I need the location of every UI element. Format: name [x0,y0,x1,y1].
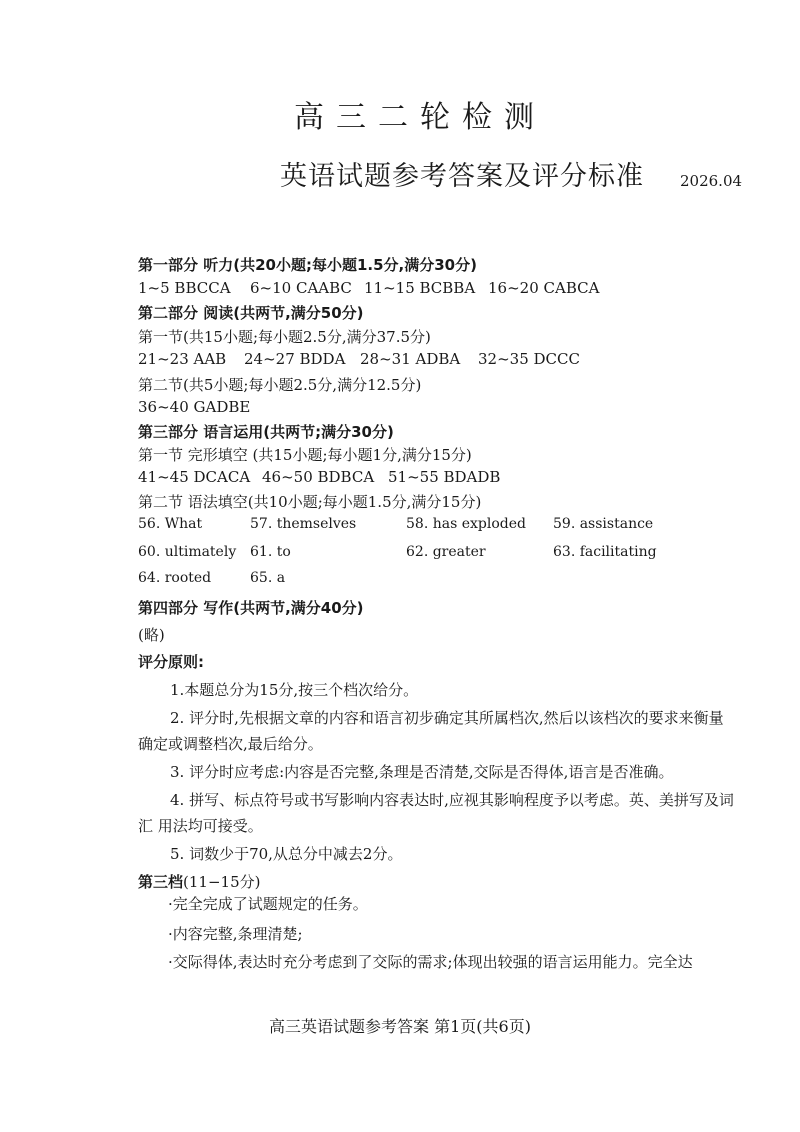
part2-heading: 第二部分 阅读(共两节,满分50分) [138,304,364,322]
principle-item: 4. 拼写、标点符号或书写影响内容表达时,应视其影响程度予以考虑。英、美拼写及词汇 用法均可接受。 [138,791,734,835]
grammar-answer: 60. ultimately [138,544,237,560]
principle-item: 3. 评分时应考虑:内容是否完整,条理是否清楚,交际是否得体,语言是否准确。 [170,763,674,781]
writing-omitted: (略) [138,626,165,644]
grammar-answer: 56. What [138,516,203,532]
grammar-answer: 63. facilitating [553,544,657,560]
answer-group: 21~23 AAB [138,350,227,368]
part4-heading: 第四部分 写作(共两节,满分40分) [138,599,364,617]
principle-item: 2. 评分时,先根据文章的内容和语言初步确定其所属档次,然后以该档次的要求来衡量 确定或调整档次,最后给分。 [138,709,724,753]
grade3-range: (11−15分) [183,873,261,891]
answer-group: 24~27 BDDA [244,350,346,368]
grammar-answer: 61. to [250,544,291,560]
answer-group: 51~55 BDADB [388,468,501,486]
grade3-bullet: ·完全完成了试题规定的任务。 [168,895,368,913]
page-title: 高三二轮检测 [294,100,546,135]
grammar-answer: 65. a [250,570,286,586]
grammar-answer: 58. has exploded [406,516,526,532]
grammar-answer: 62. greater [406,544,486,560]
grade3-bullet: ·交际得体,表达时充分考虑到了交际的需求;体现出较强的语言运用能力。完全达 [168,953,693,971]
page-footer: 高三英语试题参考答案 第1页(共6页) [269,1017,531,1036]
answer-group: 28~31 ADBA [360,350,461,368]
part3-heading: 第三部分 语言运用(共两节;满分30分) [138,423,394,441]
part1-heading: 第一部分 听力(共20小题;每小题1.5分,满分30分) [138,256,477,274]
grade3-heading [138,871,260,892]
principles-heading: 评分原则: [138,653,204,671]
grammar-answer: 57. themselves [250,516,357,532]
part2-section2-heading: 第二节(共5小题;每小题2.5分,满分12.5分) [138,376,422,394]
answer-group: 1~5 BBCCA [138,279,231,297]
part3-section2-heading: 第二节 语法填空(共10小题;每小题1.5分,满分15分) [138,493,482,511]
grade3-label: 第三档 [138,873,184,891]
part2-section1-heading: 第一节(共15小题;每小题2.5分,满分37.5分) [138,328,431,346]
principle-item: 5. 词数少于70,从总分中减去2分。 [170,845,403,863]
exam-date: 2026.04 [680,172,743,190]
grammar-answer: 59. assistance [553,516,654,532]
grammar-answer: 64. rooted [138,570,212,586]
grade3-bullet: ·内容完整,条理清楚; [168,925,303,943]
part2-section2-answers: 36~40 GADBE [138,398,251,416]
answer-group: 16~20 CABCA [488,279,600,297]
answer-group: 11~15 BCBBA [364,279,476,297]
answer-group: 32~35 DCCC [478,350,580,368]
part3-section1-heading: 第一节 完形填空 (共15小题;每小题1分,满分15分) [138,446,472,464]
answer-group: 41~45 DCACA [138,468,251,486]
answer-group: 46~50 BDBCA [262,468,375,486]
page-subtitle: 英语试题参考答案及评分标准 [280,161,644,192]
answer-group: 6~10 CAABC [250,279,352,297]
principle-item: 1.本题总分为15分,按三个档次给分。 [170,681,419,699]
